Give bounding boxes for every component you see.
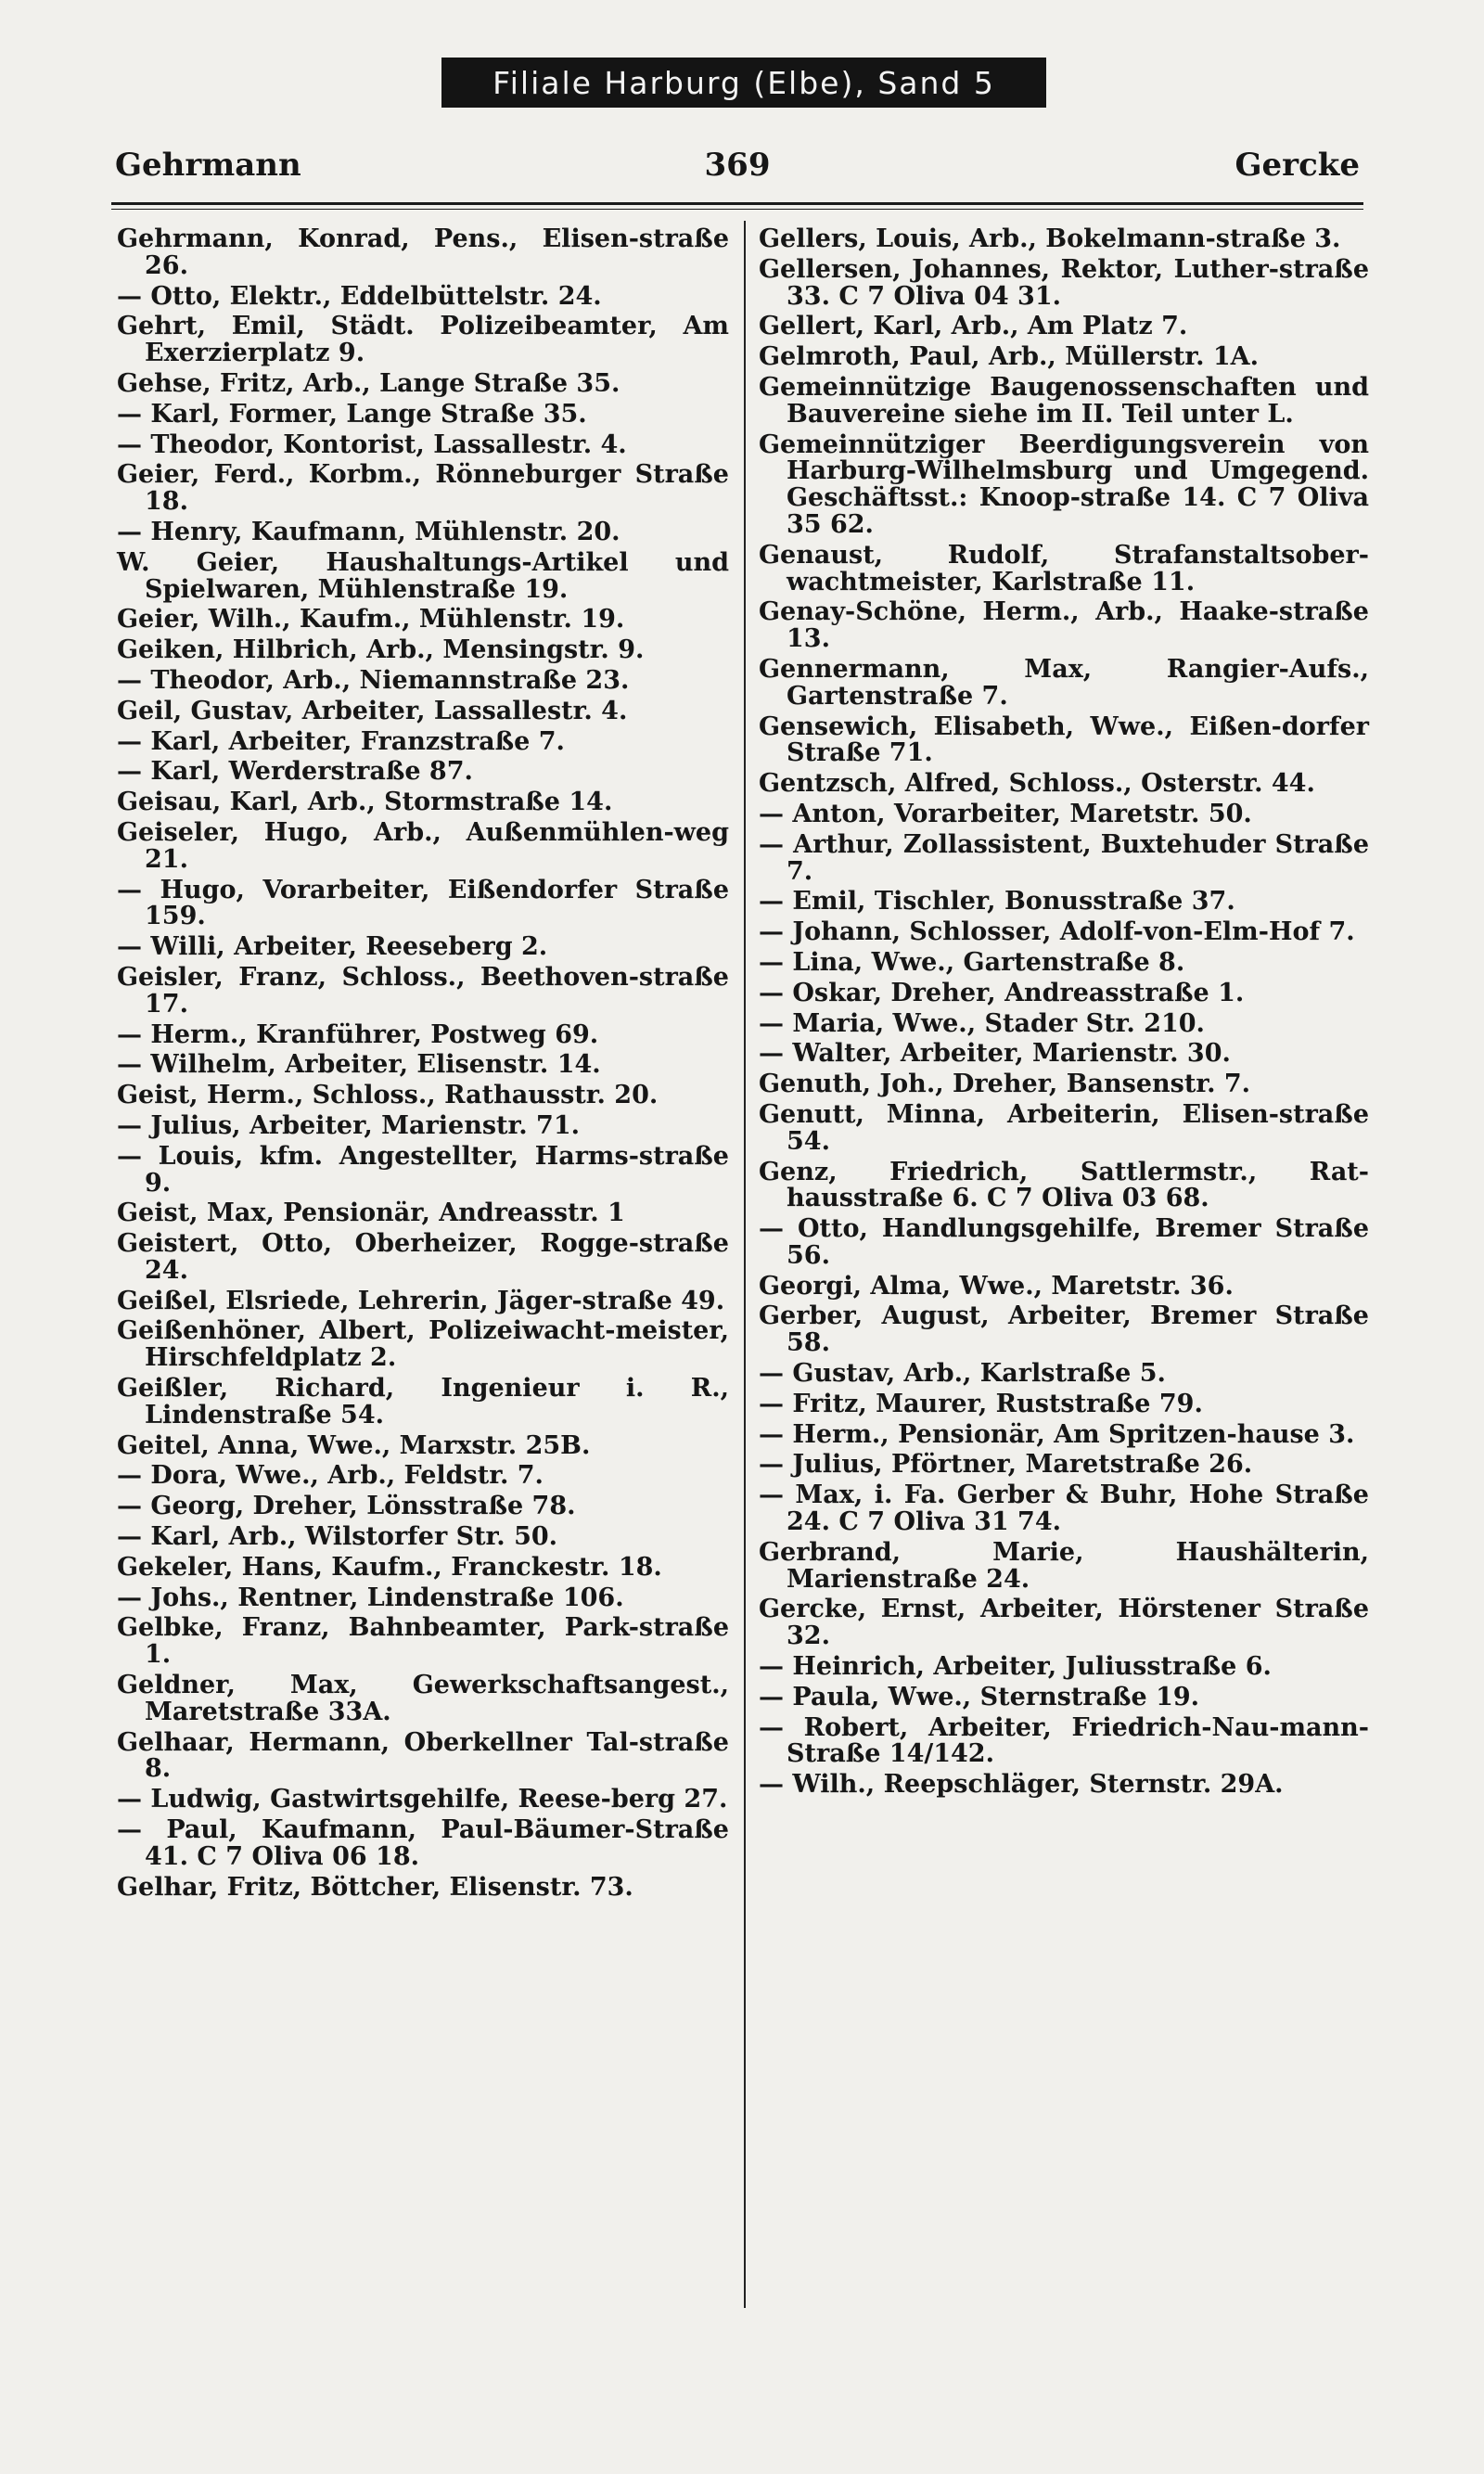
directory-entry: — Dora, Wwe., Arb., Feldstr. 7. bbox=[117, 1461, 544, 1491]
page-header bbox=[115, 147, 1360, 189]
directory-entry: Genz, Friedrich, Sattlermstr., Rat-hausstraße 6. C 7 Oliva 03 68. bbox=[759, 1157, 1369, 1213]
directory-entry: Gellersen, Johannes, Rektor, Luther-straße 33. C 7 Oliva 04 31. bbox=[759, 254, 1369, 311]
directory-entry: — Willi, Arbeiter, Reeseberg 2. bbox=[117, 932, 548, 962]
header-rule-thick bbox=[111, 202, 1363, 205]
directory-entry: — Johs., Rentner, Lindenstraße 106. bbox=[117, 1583, 624, 1612]
directory-entry: — Louis, kfm. Angestellter, Harms-straße 9. bbox=[117, 1141, 729, 1198]
page-number: 369 bbox=[704, 147, 771, 184]
directory-entry: W. Geier, Haushaltungs-Artikel und Spielwaren, Mühlenstraße 19. bbox=[117, 547, 729, 604]
directory-entry: Genuth, Joh., Dreher, Bansenstr. 7. bbox=[759, 1070, 1251, 1099]
header-rule-thin bbox=[111, 209, 1363, 210]
directory-entry: Gelhaar, Hermann, Oberkellner Tal-straße 8. bbox=[117, 1727, 729, 1784]
directory-entry: — Arthur, Zollassistent, Buxtehuder Straße 7. bbox=[759, 829, 1369, 886]
directory-entry: — Johann, Schlosser, Adolf-von-Elm-Hof 7. bbox=[759, 917, 1355, 947]
directory-entry: — Otto, Elektr., Eddelbüttelstr. 24. bbox=[117, 281, 602, 311]
directory-entry: Geist, Herm., Schloss., Rathausstr. 20. bbox=[117, 1081, 659, 1110]
directory-entry: — Max, i. Fa. Gerber & Buhr, Hohe Straße 24. C 7 Oliva 31 74. bbox=[759, 1481, 1369, 1537]
directory-entry: — Lina, Wwe., Gartenstraße 8. bbox=[759, 947, 1185, 977]
directory-entry: Geier, Wilh., Kaufm., Mühlenstr. 19. bbox=[117, 605, 625, 635]
directory-entry: — Emil, Tischler, Bonusstraße 37. bbox=[759, 887, 1235, 917]
directory-entry: Geldner, Max, Gewerkschaftsangest., Maretstraße 33A. bbox=[117, 1671, 729, 1726]
directory-entry: Genutt, Minna, Arbeiterin, Elisen-straße 54. bbox=[759, 1099, 1369, 1156]
directory-entry: — Ludwig, Gastwirtsgehilfe, Reese-berg 27. bbox=[117, 1785, 728, 1814]
header-first-name: Gehrmann bbox=[115, 147, 301, 184]
directory-entry: Geistert, Otto, Oberheizer, Rogge-straße 24. bbox=[117, 1229, 729, 1285]
directory-entry: Geisler, Franz, Schloss., Beethoven-straße 17. bbox=[117, 962, 729, 1019]
directory-entry: Gensewich, Elisabeth, Wwe., Eißen-dorfer Straße 71. bbox=[759, 711, 1369, 768]
directory-entry: — Karl, Arb., Wilstorfer Str. 50. bbox=[117, 1522, 558, 1552]
directory-entry: Genaust, Rudolf, Strafanstaltsober-wachtmeister, Karlstraße 11. bbox=[759, 540, 1369, 596]
directory-entry: — Walter, Arbeiter, Marienstr. 30. bbox=[759, 1039, 1231, 1069]
directory-entry: Georgi, Alma, Wwe., Maretstr. 36. bbox=[759, 1271, 1234, 1301]
left-column bbox=[117, 226, 729, 1904]
directory-entry: — Paul, Kaufmann, Paul-Bäumer-Straße 41. C 7 Oliva 06 18. bbox=[117, 1815, 729, 1871]
directory-entry: Gemeinnützige Baugenossenschaften und Bauvereine siehe im II. Teil unter L. bbox=[759, 372, 1369, 429]
directory-entry: — Fritz, Maurer, Ruststraße 79. bbox=[759, 1389, 1203, 1418]
directory-entry: — Herm., Kranführer, Postweg 69. bbox=[117, 1019, 599, 1049]
directory-entry: — Heinrich, Arbeiter, Juliusstraße 6. bbox=[759, 1652, 1272, 1682]
directory-entry: — Henry, Kaufmann, Mühlenstr. 20. bbox=[117, 517, 620, 546]
directory-entry: Gemeinnütziger Beerdigungsverein von Harburg-Wilhelmsburg und Umgegend. Geschäftsst.: Knoop-straße 14. C 7 Oliva 35 62. bbox=[759, 429, 1369, 539]
directory-entry: — Julius, Arbeiter, Marienstr. 71. bbox=[117, 1110, 581, 1140]
directory-entry: — Oskar, Dreher, Andreasstraße 1. bbox=[759, 978, 1245, 1007]
directory-entry: Gercke, Ernst, Arbeiter, Hörstener Straße 32. bbox=[759, 1595, 1369, 1651]
directory-entry: — Wilh., Reepschläger, Sternstr. 29A. bbox=[759, 1770, 1284, 1800]
directory-entry: Gelhar, Fritz, Böttcher, Elisenstr. 73. bbox=[117, 1872, 633, 1902]
directory-entry: — Georg, Dreher, Lönsstraße 78. bbox=[117, 1492, 576, 1521]
directory-entry: Gelmroth, Paul, Arb., Müllerstr. 1A. bbox=[759, 342, 1259, 372]
directory-entry: — Maria, Wwe., Stader Str. 210. bbox=[759, 1008, 1205, 1038]
directory-entry: Genay-Schöne, Herm., Arb., Haake-straße 13. bbox=[759, 597, 1369, 654]
directory-entry: — Anton, Vorarbeiter, Maretstr. 50. bbox=[759, 799, 1252, 828]
directory-entry: Gellert, Karl, Arb., Am Platz 7. bbox=[759, 312, 1188, 341]
directory-entry: Gellers, Louis, Arb., Bokelmann-straße 3. bbox=[759, 224, 1341, 253]
directory-entry: — Karl, Werderstraße 87. bbox=[117, 757, 473, 787]
directory-entry: — Paula, Wwe., Sternstraße 19. bbox=[759, 1682, 1200, 1711]
directory-entry: Geißler, Richard, Ingenieur i. R., Lindenstraße 54. bbox=[117, 1374, 729, 1429]
right-column bbox=[759, 226, 1369, 1802]
directory-entry: — Theodor, Kontorist, Lassallestr. 4. bbox=[117, 429, 627, 459]
directory-entry: — Herm., Pensionär, Am Spritzen-hause 3. bbox=[759, 1419, 1355, 1449]
directory-entry: Gentzsch, Alfred, Schloss., Osterstr. 44. bbox=[759, 769, 1315, 799]
directory-entry: Gekeler, Hans, Kaufm., Franckestr. 18. bbox=[117, 1552, 662, 1582]
directory-entry: Gerber, August, Arbeiter, Bremer Straße 58. bbox=[759, 1301, 1369, 1358]
directory-entry: Geißel, Elsriede, Lehrerin, Jäger-straße 49. bbox=[117, 1286, 725, 1315]
directory-entry: Gehrt, Emil, Städt. Polizeibeamter, Am Exerzierplatz 9. bbox=[117, 312, 729, 368]
column-divider bbox=[744, 221, 746, 2308]
directory-entry: — Wilhelm, Arbeiter, Elisenstr. 14. bbox=[117, 1050, 601, 1080]
directory-entry: — Karl, Former, Lange Straße 35. bbox=[117, 399, 587, 429]
directory-entry: Geil, Gustav, Arbeiter, Lassallestr. 4. bbox=[117, 696, 628, 725]
directory-entry: Geist, Max, Pensionär, Andreasstr. 1 bbox=[117, 1199, 625, 1228]
directory-entry: Geisau, Karl, Arb., Stormstraße 14. bbox=[117, 788, 613, 817]
directory-entry: Gehse, Fritz, Arb., Lange Straße 35. bbox=[117, 368, 620, 398]
directory-entry: Gennermann, Max, Rangier-Aufs., Gartenstraße 7. bbox=[759, 654, 1369, 711]
directory-entry: Gehrmann, Konrad, Pens., Elisen-straße 26. bbox=[117, 224, 729, 280]
directory-entry: Geitel, Anna, Wwe., Marxstr. 25B. bbox=[117, 1430, 591, 1460]
directory-entry: — Hugo, Vorarbeiter, Eißendorfer Straße 159. bbox=[117, 875, 729, 931]
directory-entry: Geiken, Hilbrich, Arb., Mensingstr. 9. bbox=[117, 635, 645, 665]
directory-entry: Gelbke, Franz, Bahnbeamter, Park-straße 1. bbox=[117, 1613, 729, 1670]
directory-entry: Gerbrand, Marie, Haushälterin, Marienstraße 24. bbox=[759, 1537, 1369, 1594]
branch-banner: Filiale Harburg (Elbe), Sand 5 bbox=[441, 58, 1046, 108]
directory-entry: — Karl, Arbeiter, Franzstraße 7. bbox=[117, 726, 565, 756]
directory-entry: — Theodor, Arb., Niemannstraße 23. bbox=[117, 665, 630, 695]
directory-entry: — Otto, Handlungsgehilfe, Bremer Straße 56. bbox=[759, 1214, 1369, 1270]
directory-entry: — Robert, Arbeiter, Friedrich-Nau-mann-Straße 14/142. bbox=[759, 1712, 1369, 1769]
directory-entry: Geiseler, Hugo, Arb., Außenmühlen-weg 21. bbox=[117, 817, 729, 874]
directory-entry: — Gustav, Arb., Karlstraße 5. bbox=[759, 1359, 1166, 1389]
directory-entry: Geißenhöner, Albert, Polizeiwacht-meister, Hirschfeldplatz 2. bbox=[117, 1316, 729, 1373]
directory-entry: Geier, Ferd., Korbm., Rönneburger Straße 18. bbox=[117, 460, 729, 517]
header-last-name: Gercke bbox=[1235, 147, 1360, 184]
directory-entry: — Julius, Pförtner, Maretstraße 26. bbox=[759, 1450, 1253, 1480]
